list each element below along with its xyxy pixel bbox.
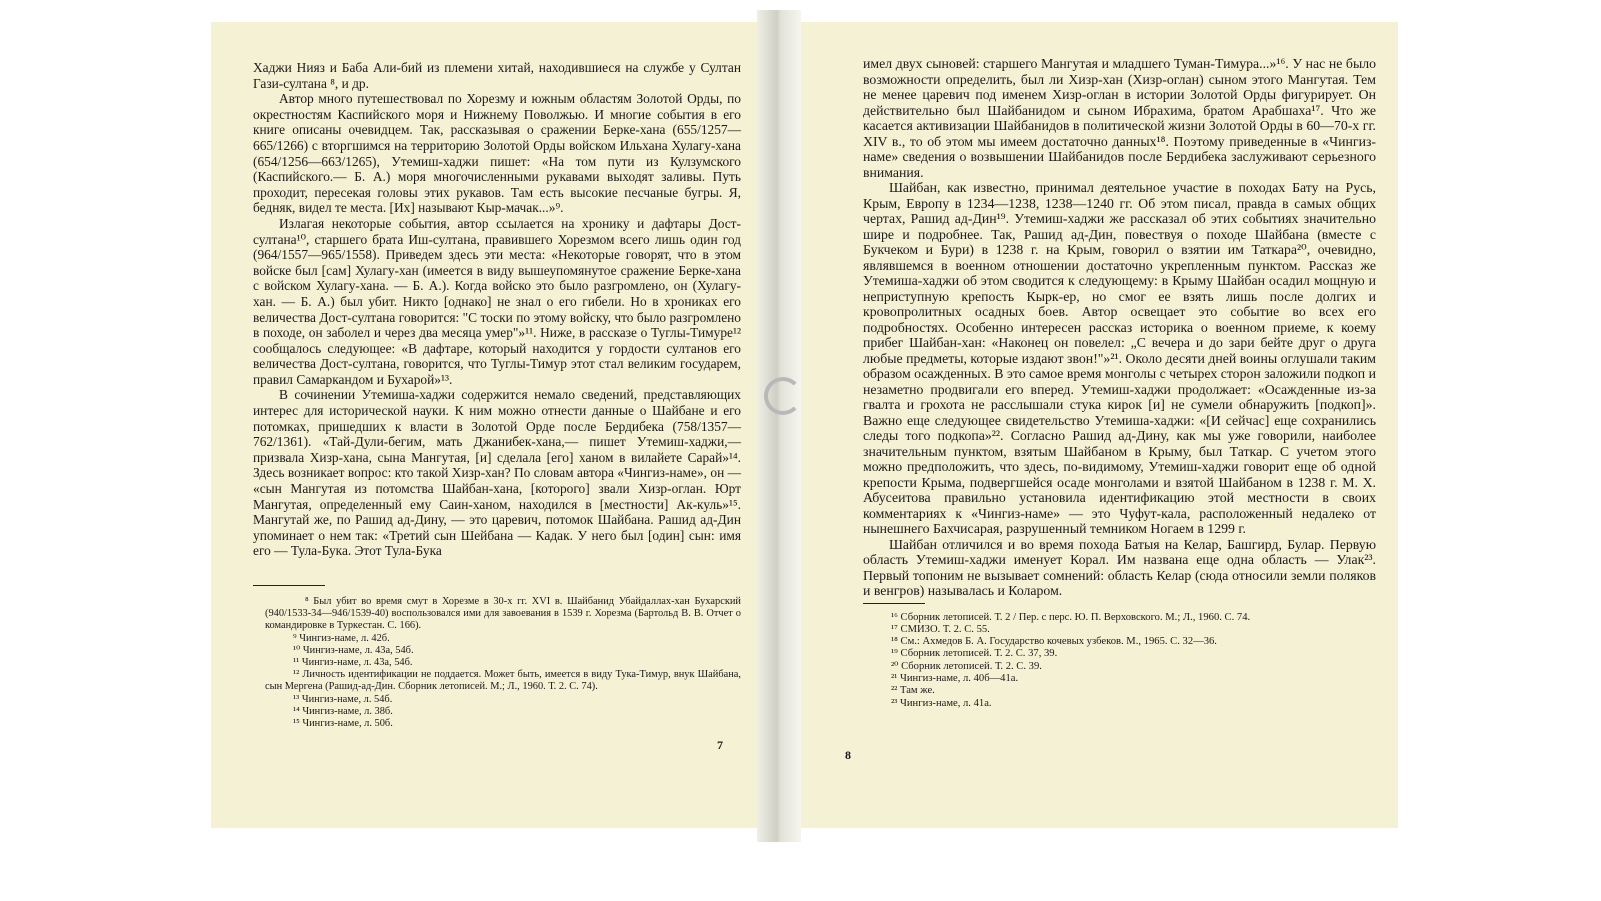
page-number: 7 — [717, 738, 723, 752]
footnote: ¹⁰ Чингиз-наме, л. 43а, 54б. — [293, 644, 414, 656]
right-paragraph: Шайбан, как известно, принимал деятельное участие в походах Бату на Русь, Крым, Европу в 1234—1238, 1238—1240 гг. Об этом писал, правда в самых общих чертах, Рашид ад-Дин¹⁹. Утемиш-хаджи же рассказал об этих событиях значительно шире и подробнее. Так, Рашид ад-Дин, повествуя о походе Шайбана (вместе с Букчеком и Бури) в 1238 г. на Крым, говорил о взятии им Таткара²⁰, очевидно, являвшемся в военном отношении достаточно укрепленным пунктом. Рассказ же Утемиша-хаджи об этом сводится к следующему: в Крыму Шайбан осадил мощную и неприступную крепость Кырк-ер, но смог ее взять лишь после долгих и кровопролитных осадных боев. Автор освещает это событие во всех его подробностях. Особенно интересен рассказ историка о военном приеме, к коему прибег Шайбан-хан: «Наконец он повелел: „С вечера и до зари бейте друг о друга любые предметы, которые издают звон!"»²¹. Около десяти дней воины оглушали таким образом осажденных. В это самое время монголы с четырех сторон заложили подкоп и незаметно продвигали его вперед. Утемиш-хаджи продолжает: «Осажденные из-за гвалта и грохота не расслышали стука кирок [и] не сумели обнаружить [подкоп]». Важно еще следующее свидетельство Утемиша-хаджи: «[И сейчас] еще сохранились следы того подкопа»²². Согласно Рашид ад-Дину, как мы уже говорили, наиболее значительным пунктом, взятым Шайбаном в Крыму, был Таткар. С учетом этого можно предположить, что здесь, по-видимому, Утемиш-хаджи говорит еще об одной крепости Крыма, подвергшейся осаде монголами и взятой Шайбаном в 1238 г. М. Х. Абусеитова правильно установила идентификацию этой местности в своих комментариях к «Чингиз-наме» — это Чуфут-кала, расположенный недалеко от нынешнего Бахчисарая, разрушенный темником Ногаем в 1299 г. — [863, 180, 1376, 536]
footnote: ¹³ Чингиз-наме, л. 54б. — [293, 693, 393, 705]
footnote-divider — [863, 603, 925, 604]
footnote: ²¹ Чингиз-наме, л. 40б—41а. — [891, 672, 1019, 684]
footnote: ²² Там же. — [891, 685, 935, 697]
left-page — [211, 22, 757, 828]
page-number: 8 — [845, 748, 851, 762]
loading-spinner-icon — [764, 377, 802, 415]
left-paragraph: Излагая некоторые события, автор ссылается на хронику и дафтары Дост-султана¹⁰, старшего брата Иш-султана, правившего Хорезмом всего лишь один год (964/1557—965/1558). Приведем здесь эти места: «Некоторые говорят, что в этом войске был [сам] Хулагу-хан (имеется в виду вышеупомянутое сражение Берке-хана с войском Хулагу-хана. — Б. А.). Когда войско это было разгромлено, он (Хулагу-хан. — Б. А.) был убит. Никто [однако] не знал о его гибели. Но в хрониках его величества Дост-султана говорится: "С тоски по этому войску, что было разгромлено в походе, он заболел и через два месяца умер"»¹¹. Ниже, в рассказе о Туглы-Тимуре¹² сообщалось следующее: «В дафтаре, который находится у гордости султанов его величества Дост-султана, говорится, что Туглы-Тимур этот стал великим государем, правил Самаркандом и Бухарой»¹³. — [253, 215, 741, 387]
book-spine — [757, 10, 801, 842]
left-footnotes — [253, 596, 741, 730]
right-paragraph: имел двух сыновей: старшего Мангутая и младшего Туман-Тимура...»¹⁶. У нас не было возможности определить, был ли Хизр-хан (Хизр-оглан) сыном этого Мангутая. Тем не менее царевич под именем Хизр-оглан в истории Золотой Орды фигурирует. Он действительно был Шайбанидом и сыном Ибрахима, братом Арабшаха¹⁷. Что же касается активизации Шайбанидов в политической жизни Золотой Орды в 60—70-х гг. XIV в., то об этом мы имеем достаточно данных¹⁸. Поэтому приведенные в «Чингиз-наме» сведения о возвышении Шайбанидов после Бердибека заслуживают серьезного внимания. — [863, 56, 1376, 180]
footnote: ¹⁸ См.: Ахмедов Б. А. Государство кочевых узбеков. М., 1965. С. 32—36. — [891, 636, 1217, 648]
footnote: ⁸ Был убит во время смут в Хорезме в 30-х гг. XVI в. Шайбанид Убайдаллах-хан Бухарский (940/1533-34—946/1539-40) воспользовался ими для завоевания в 1539 г. Хорезма (Бартольд В. В. Отчет о командировке в Туркестан. С. 166). — [265, 596, 741, 632]
footnote: ¹⁴ Чингиз-наме, л. 38б. — [293, 705, 393, 717]
footnote-divider — [253, 585, 325, 586]
right-body — [863, 56, 1376, 599]
right-page — [801, 22, 1398, 828]
footnote: ⁹ Чингиз-наме, л. 42б. — [293, 632, 390, 644]
left-paragraph: Хаджи Нияз и Баба Али-бий из племени хитай, находившиеся на службе у Султан Гази-султана ⁸, и др. — [253, 60, 741, 91]
right-footnotes — [863, 612, 1376, 710]
footnote: ²³ Чингиз-наме, л. 41а. — [891, 697, 992, 709]
left-body — [253, 60, 741, 559]
right-paragraph: Шайбан отличился и во время похода Батыя на Келар, Башгирд, Булар. Первую область Утемиш-хаджи именует Корал. Им названа еще одна область — Улак²³. Первый топоним не вызывает сомнений: область Келар (сюда относили земли поляков и венгров) называлась и Коларом. — [863, 536, 1376, 598]
footnote: ¹⁷ СМИЗО. Т. 2. С. 55. — [891, 623, 990, 635]
footnote: ¹² Личность идентификации не поддается. Может быть, имеется в виду Тука-Тимур, внук Шайбана, сын Мергена (Рашид-ад-Дин. Сборник летописей. М.; Л., 1960. Т. 2. С. 74). — [265, 669, 741, 693]
footnote: ¹⁹ Сборник летописей. Т. 2. С. 37, 39. — [891, 648, 1058, 660]
footnote: ²⁰ Сборник летописей. Т. 2. С. 39. — [891, 660, 1042, 672]
footnote: ¹⁶ Сборник летописей. Т. 2 / Пер. с перс. Ю. П. Верховского. М.; Л., 1960. С. 74. — [891, 611, 1251, 623]
footnote: ¹¹ Чингиз-наме, л. 43а, 54б. — [293, 657, 413, 669]
footnote: ¹⁵ Чингиз-наме, л. 50б. — [293, 718, 393, 730]
left-paragraph: Автор много путешествовал по Хорезму и южным областям Золотой Орды, по окрестностям Каспийского моря и Нижнему Поволжью. И многие события в его книге описаны очевидцем. Так, рассказывая о сражении Берке-хана (655/1257—665/1266) с вторгшимся на территорию Золотой Орды войском Ильхана Хулагу-хана (654/1256—663/1265), Утемиш-хаджи пишет: «На том пути из Кулзумского (Каспийского.— Б. А.) моря многочисленными рукавами выходят заливы. Путь проходит, пересекая головы этих рукавов. Там есть высокие песчаные бугры. Я, бедняк, видел те места. [Их] называют Кыр-мачак...»⁹. — [253, 91, 741, 216]
left-paragraph: В сочинении Утемиша-хаджи содержится немало сведений, представляющих интерес для исторической науки. К ним можно отнести данные о Шайбане и его потомках, пришедших к власти в Золотой Орде после Бердибека (758/1357—762/1361). «Тай-Дули-бегим, мать Джанибек-хана,— пишет Утемиш-хаджи,— призвала Хизр-хана, сына Мангутая, [и] сделала [его] ханом в вилайете Сарай»¹⁴. Здесь возникает вопрос: кто такой Хизр-хан? По словам автора «Чингиз-наме», он — «сын Мангутая из потомства Шайбан-хана, [которого] звали Хизр-оглан. Юрт Мангутая, определенный ему Саин-ханом, находился в [местности] Ак-куль»¹⁵. Мангутай же, по Рашид ад-Дину, — это царевич, потомок Шайбана. Рашид ад-Дин упоминает о нем так: «Третий сын Шейбана — Кадак. У него был [один] сын: имя его — Тула-Бука. Этот Тула-Бука — [253, 387, 741, 559]
